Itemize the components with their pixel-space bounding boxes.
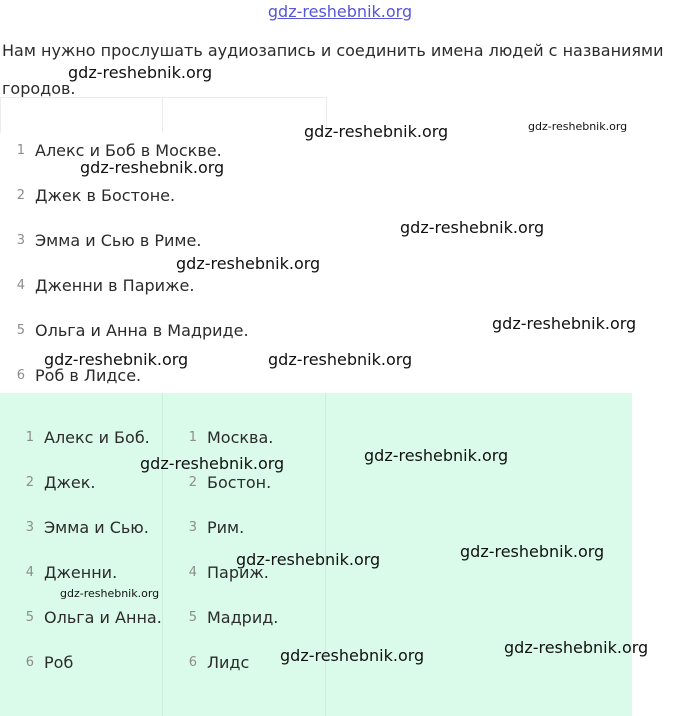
watermark-text: gdz-reshebnik.org: [268, 350, 413, 369]
item-number: 1: [25, 430, 34, 445]
item-text: Эмма и Сью в Риме.: [35, 231, 202, 250]
name-cell: Джек.: [44, 473, 96, 492]
item-number: 5: [25, 610, 34, 625]
watermark-text: gdz-reshebnik.org: [44, 350, 189, 369]
item-text: Алекс и Боб в Москве.: [35, 141, 222, 160]
city-cell: Париж.: [207, 563, 269, 582]
item-number: 4: [188, 565, 197, 580]
city-cell: Москва.: [207, 428, 274, 447]
watermark-text: gdz-reshebnik.org: [492, 314, 637, 333]
list-item: [0, 218, 660, 263]
list-item: [0, 263, 660, 308]
item-number: 4: [16, 278, 25, 293]
table-row: [20, 505, 162, 550]
item-number: 1: [16, 143, 25, 158]
top-watermark-link[interactable]: gdz-reshebnik.org: [267, 2, 413, 21]
watermark-text: gdz-reshebnik.org: [60, 587, 160, 600]
item-number: 2: [188, 475, 197, 490]
item-number: 3: [25, 520, 34, 535]
item-number: 6: [188, 655, 197, 670]
item-number: 2: [16, 188, 25, 203]
item-number: 4: [25, 565, 34, 580]
city-cell: Лидс: [207, 653, 250, 672]
name-cell: Роб: [44, 653, 74, 672]
list-item: [0, 173, 660, 218]
column-divider: [162, 393, 163, 716]
item-number: 2: [25, 475, 34, 490]
item-number: 3: [188, 520, 197, 535]
table-row: [20, 640, 162, 685]
item-number: 3: [16, 233, 25, 248]
watermark-text: gdz-reshebnik.org: [528, 120, 628, 133]
watermark-text: gdz-reshebnik.org: [504, 638, 649, 657]
watermark-text: gdz-reshebnik.org: [280, 646, 425, 665]
table-row: [183, 505, 278, 550]
watermark-text: gdz-reshebnik.org: [400, 218, 545, 237]
item-number: 1: [188, 430, 197, 445]
city-cell: Мадрид.: [207, 608, 279, 627]
watermark-text: gdz-reshebnik.org: [304, 122, 449, 141]
watermark-text: gdz-reshebnik.org: [80, 158, 225, 177]
watermark-text: gdz-reshebnik.org: [140, 454, 285, 473]
name-cell: Дженни.: [44, 563, 118, 582]
item-text: Дженни в Париже.: [35, 276, 195, 295]
watermark-text: gdz-reshebnik.org: [364, 446, 509, 465]
item-text: Роб в Лидсе.: [35, 366, 142, 385]
task-instruction: Нам нужно прослушать аудиозапись и соединить имена людей с названиями городов.: [2, 41, 664, 98]
watermark-text: gdz-reshebnik.org: [236, 550, 381, 569]
item-number: 5: [16, 323, 25, 338]
watermark-text: gdz-reshebnik.org: [176, 254, 321, 273]
item-number: 6: [16, 368, 25, 383]
name-cell: Алекс и Боб.: [44, 428, 150, 447]
name-cell: Эмма и Сью.: [44, 518, 149, 537]
watermark-text: gdz-reshebnik.org: [460, 542, 605, 561]
name-cell: Ольга и Анна.: [44, 608, 162, 627]
city-cell: Рим.: [207, 518, 245, 537]
table-row: [20, 595, 162, 640]
watermark-text: gdz-reshebnik.org: [68, 63, 213, 82]
item-text: Джек в Бостоне.: [35, 186, 176, 205]
table-row: [183, 640, 278, 685]
item-text: Ольга и Анна в Мадриде.: [35, 321, 249, 340]
table-row: [183, 595, 278, 640]
city-cell: Бостон.: [207, 473, 272, 492]
item-number: 6: [25, 655, 34, 670]
item-number: 5: [188, 610, 197, 625]
